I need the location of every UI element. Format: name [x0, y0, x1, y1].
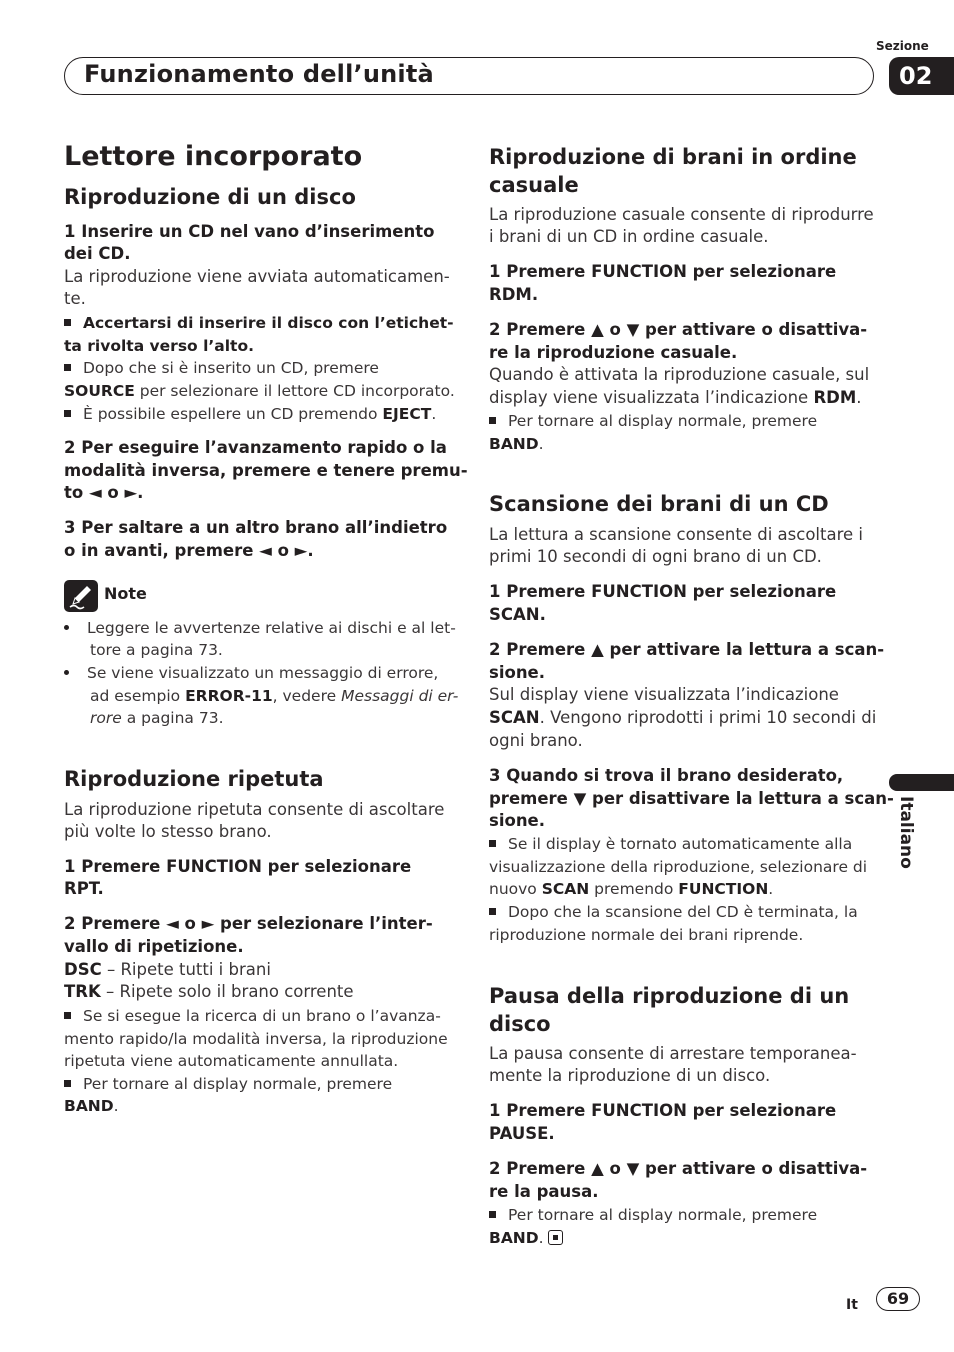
- pencil-note-icon: [64, 580, 98, 612]
- bullet-square-icon: [489, 1211, 496, 1218]
- step-text: 3 Quando si trova il brano desiderato,: [489, 766, 844, 785]
- step-text: re la pausa.: [489, 1182, 599, 1201]
- bullet-item: SOURCE per selezionare il lettore CD incorporato.: [64, 382, 455, 400]
- step-text: 2 Per eseguire l’avanzamento rapido o la: [64, 438, 447, 457]
- bullet-item: Per tornare al display normale, premere: [64, 1073, 392, 1096]
- step-text: dei CD.: [64, 244, 131, 263]
- body-text: La pausa consente di arrestare temporanea-: [489, 1044, 857, 1063]
- bullet-square-icon: [64, 410, 71, 417]
- note-item: Se viene visualizzato un messaggio di errore,: [64, 662, 438, 685]
- step-text: o in avanti, premere ◄ o ►.: [64, 541, 314, 560]
- bullet-square-icon: [64, 1012, 71, 1019]
- step-text: vallo di ripetizione.: [64, 937, 244, 956]
- option-dsc: DSC – Ripete tutti i brani: [64, 960, 271, 979]
- heading-random: casuale: [489, 173, 579, 197]
- bullet-item: BAND.: [489, 1227, 563, 1250]
- bullet-item: Se si esegue la ricerca di un brano o l’avanza-: [64, 1005, 441, 1028]
- bullet-square-icon: [489, 417, 496, 424]
- step-text: 2 Premere ▲ per attivare la lettura a scan-: [489, 640, 885, 659]
- step-text: premere ▼ per disattivare la lettura a scan-: [489, 789, 894, 808]
- step-text: RDM.: [489, 285, 539, 304]
- bullet-item: nuovo SCAN premendo FUNCTION.: [489, 880, 774, 898]
- body-text: ogni brano.: [489, 731, 583, 750]
- body-text: Sul display viene visualizzata l’indicazione: [489, 685, 839, 704]
- step-text: sione.: [489, 663, 546, 682]
- note-item: ad esempio ERROR-11, vedere Messaggi di er-: [90, 687, 459, 705]
- body-text: La riproduzione ripetuta consente di ascoltare: [64, 800, 445, 819]
- body-text: i brani di un CD in ordine casuale.: [489, 227, 769, 246]
- header-title: Funzionamento dell’unità: [84, 60, 434, 88]
- bullet-item: BAND.: [489, 435, 544, 453]
- bullet-item: Per tornare al display normale, premere: [489, 1204, 817, 1227]
- heading-pause: Pausa della riproduzione di un: [489, 984, 850, 1008]
- note-item: Leggere le avvertenze relative ai dischi e al let-: [64, 617, 456, 640]
- heading-scan: Scansione dei brani di un CD: [489, 492, 829, 516]
- bullet-item: Dopo che si è inserito un CD, premere: [64, 357, 379, 380]
- bullet-square-icon: [64, 1080, 71, 1087]
- bullet-item: mento rapido/la modalità inversa, la riproduzione: [64, 1030, 448, 1048]
- bullet-square-icon: [489, 840, 496, 847]
- body-text: La riproduzione casuale consente di riprodurre: [489, 205, 874, 224]
- bullet-item: Se il display è tornato automaticamente alla: [489, 833, 852, 856]
- step-text: 1 Premere FUNCTION per selezionare: [489, 262, 837, 281]
- step-text: PAUSE.: [489, 1124, 555, 1143]
- step-text: RPT.: [64, 879, 104, 898]
- heading-pause: disco: [489, 1012, 551, 1036]
- note-item: tore a pagina 73.: [90, 641, 223, 659]
- language-label: Italiano: [896, 796, 916, 869]
- step-text: SCAN.: [489, 605, 546, 624]
- bullet-square-icon: [64, 364, 71, 371]
- bullet-item: È possibile espellere un CD premendo EJECT.: [64, 403, 436, 426]
- step-text: sione.: [489, 811, 546, 830]
- body-text: La riproduzione viene avviata automaticamen-: [64, 267, 450, 286]
- body-text: primi 10 secondi di ogni brano di un CD.: [489, 547, 822, 566]
- bullet-item: BAND.: [64, 1097, 119, 1115]
- body-text: La lettura a scansione consente di ascoltare i: [489, 525, 863, 544]
- bullet-item: ripetuta viene automaticamente annullata.: [64, 1052, 399, 1070]
- body-text: mente la riproduzione di un disco.: [489, 1066, 771, 1085]
- bullet-item: Accertarsi di inserire il disco con l’etichet-: [64, 312, 454, 335]
- bullet-dot-icon: [64, 670, 69, 675]
- step-text: 1 Premere FUNCTION per selezionare: [64, 857, 412, 876]
- note-label: Note: [104, 584, 147, 603]
- note-item: rore a pagina 73.: [90, 709, 224, 727]
- bullet-item: ta rivolta verso l’alto.: [64, 337, 255, 355]
- language-tab: [889, 774, 954, 791]
- section-number: 02: [889, 57, 954, 95]
- bullet-item: Per tornare al display normale, premere: [489, 410, 817, 433]
- page-title: Lettore incorporato: [64, 141, 363, 172]
- step-text: 2 Premere ▲ o ▼ per attivare o disattiva-: [489, 320, 868, 339]
- body-text: più volte lo stesso brano.: [64, 822, 272, 841]
- step-text: 1 Inserire un CD nel vano d’inserimento: [64, 222, 435, 241]
- bullet-square-icon: [64, 319, 71, 326]
- bullet-square-icon: [489, 908, 496, 915]
- step-text: 3 Per saltare a un altro brano all’indietro: [64, 518, 448, 537]
- bullet-item: visualizzazione della riproduzione, selezionare di: [489, 858, 868, 876]
- step-text: 2 Premere ▲ o ▼ per attivare o disattiva-: [489, 1159, 868, 1178]
- bullet-item: Dopo che la scansione del CD è terminata, la: [489, 901, 858, 924]
- step-text: 1 Premere FUNCTION per selezionare: [489, 582, 837, 601]
- body-text: Quando è attivata la riproduzione casuale, sul: [489, 365, 870, 384]
- step-text: re la riproduzione casuale.: [489, 343, 738, 362]
- heading-disc: Riproduzione di un disco: [64, 185, 356, 209]
- option-trk: TRK – Ripete solo il brano corrente: [64, 982, 354, 1001]
- stop-square-icon: [548, 1230, 563, 1245]
- step-text: modalità inversa, premere e tenere premu-: [64, 461, 468, 480]
- section-label: Sezione: [876, 39, 929, 53]
- bullet-item: riproduzione normale dei brani riprende.: [489, 926, 804, 944]
- body-text: SCAN. Vengono riprodotti i primi 10 secondi di: [489, 708, 877, 727]
- body-text: te.: [64, 289, 86, 308]
- heading-repeat: Riproduzione ripetuta: [64, 767, 324, 791]
- heading-random: Riproduzione di brani in ordine: [489, 145, 857, 169]
- page-number: 69: [876, 1287, 920, 1311]
- footer-lang: It: [846, 1297, 858, 1313]
- step-text: to ◄ o ►.: [64, 483, 144, 502]
- step-text: 1 Premere FUNCTION per selezionare: [489, 1101, 837, 1120]
- step-text: 2 Premere ◄ o ► per selezionare l’inter-: [64, 914, 433, 933]
- bullet-dot-icon: [64, 625, 69, 630]
- body-text: display viene visualizzata l’indicazione RDM.: [489, 388, 862, 407]
